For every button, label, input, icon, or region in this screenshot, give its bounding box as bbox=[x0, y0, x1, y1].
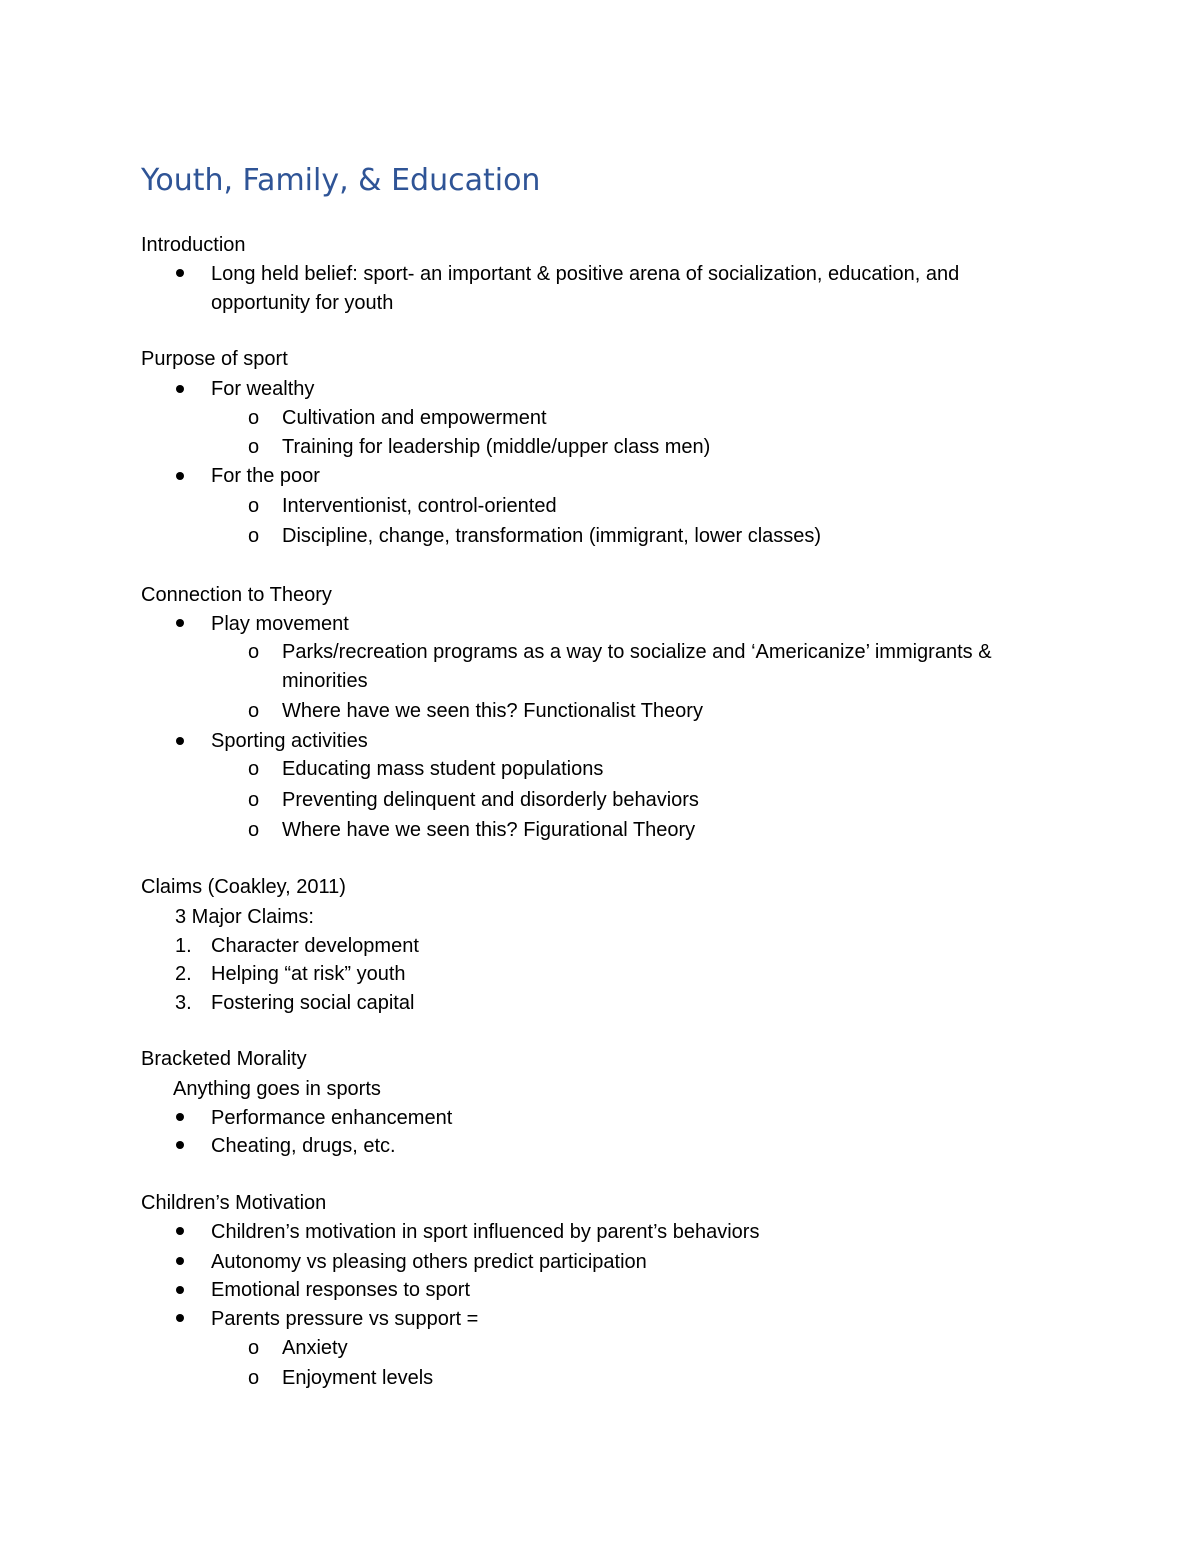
bullet-icon bbox=[176, 1286, 184, 1294]
list-item: For wealthy bbox=[211, 378, 315, 400]
list-item: Cheating, drugs, etc. bbox=[211, 1135, 396, 1157]
bullet-icon bbox=[176, 1227, 184, 1235]
claims-subheading: 3 Major Claims: bbox=[175, 906, 314, 928]
list-item: Sporting activities bbox=[211, 730, 368, 752]
sub-bullet-icon: o bbox=[248, 436, 260, 458]
sub-bullet-icon: o bbox=[248, 495, 260, 517]
sub-list-item-continuation: minorities bbox=[282, 670, 368, 692]
heading-connection-to-theory: Connection to Theory bbox=[141, 584, 332, 606]
sub-bullet-icon: o bbox=[248, 789, 260, 811]
sub-list-item: Discipline, change, transformation (immigrant, lower classes) bbox=[282, 525, 822, 547]
sub-list-item: Where have we seen this? Functionalist Theory bbox=[282, 700, 703, 722]
sub-bullet-icon: o bbox=[248, 641, 260, 663]
sub-list-item: Parks/recreation programs as a way to socialize and ‘Americanize’ immigrants & bbox=[282, 641, 992, 663]
sub-bullet-icon: o bbox=[248, 758, 260, 780]
heading-purpose-of-sport: Purpose of sport bbox=[141, 348, 288, 370]
numbered-item: Helping “at risk” youth bbox=[211, 963, 406, 985]
sub-list-item: Cultivation and empowerment bbox=[282, 407, 547, 429]
numbered-item: Character development bbox=[211, 935, 419, 957]
list-item: Long held belief: sport- an important & positive arena of socialization, education, and bbox=[211, 263, 960, 285]
heading-childrens-motivation: Children’s Motivation bbox=[141, 1192, 327, 1214]
heading-introduction: Introduction bbox=[141, 234, 246, 256]
list-item: Play movement bbox=[211, 613, 349, 635]
sub-list-item: Anxiety bbox=[282, 1337, 348, 1359]
heading-bracketed-morality: Bracketed Morality bbox=[141, 1048, 307, 1070]
sub-list-item: Preventing delinquent and disorderly behaviors bbox=[282, 789, 699, 811]
sub-list-item: Where have we seen this? Figurational Theory bbox=[282, 819, 696, 841]
list-item: Children’s motivation in sport influenced by parent’s behaviors bbox=[211, 1221, 760, 1243]
list-number: 1. bbox=[175, 935, 192, 957]
bullet-icon bbox=[176, 385, 184, 393]
sub-bullet-icon: o bbox=[248, 525, 260, 547]
bullet-icon bbox=[176, 1257, 184, 1265]
heading-claims: Claims (Coakley, 2011) bbox=[141, 876, 346, 898]
page-title: Youth, Family, & Education bbox=[141, 163, 541, 198]
list-number: 3. bbox=[175, 992, 192, 1014]
list-item: Performance enhancement bbox=[211, 1107, 453, 1129]
list-item: Emotional responses to sport bbox=[211, 1279, 471, 1301]
sub-list-item: Educating mass student populations bbox=[282, 758, 604, 780]
bullet-icon bbox=[176, 269, 184, 277]
list-item: Autonomy vs pleasing others predict participation bbox=[211, 1251, 647, 1273]
bracketed-subheading: Anything goes in sports bbox=[173, 1078, 381, 1100]
bullet-icon bbox=[176, 619, 184, 627]
sub-bullet-icon: o bbox=[248, 1367, 260, 1389]
sub-list-item: Training for leadership (middle/upper class men) bbox=[282, 436, 711, 458]
sub-bullet-icon: o bbox=[248, 819, 260, 841]
bullet-icon bbox=[176, 737, 184, 745]
bullet-icon bbox=[176, 472, 184, 480]
list-item-continuation: opportunity for youth bbox=[211, 292, 394, 314]
list-item: For the poor bbox=[211, 465, 320, 487]
bullet-icon bbox=[176, 1141, 184, 1149]
numbered-item: Fostering social capital bbox=[211, 992, 415, 1014]
sub-list-item: Enjoyment levels bbox=[282, 1367, 434, 1389]
sub-list-item: Interventionist, control-oriented bbox=[282, 495, 557, 517]
sub-bullet-icon: o bbox=[248, 1337, 260, 1359]
sub-bullet-icon: o bbox=[248, 700, 260, 722]
bullet-icon bbox=[176, 1113, 184, 1121]
sub-bullet-icon: o bbox=[248, 407, 260, 429]
list-item: Parents pressure vs support = bbox=[211, 1308, 479, 1330]
list-number: 2. bbox=[175, 963, 192, 985]
bullet-icon bbox=[176, 1314, 184, 1322]
